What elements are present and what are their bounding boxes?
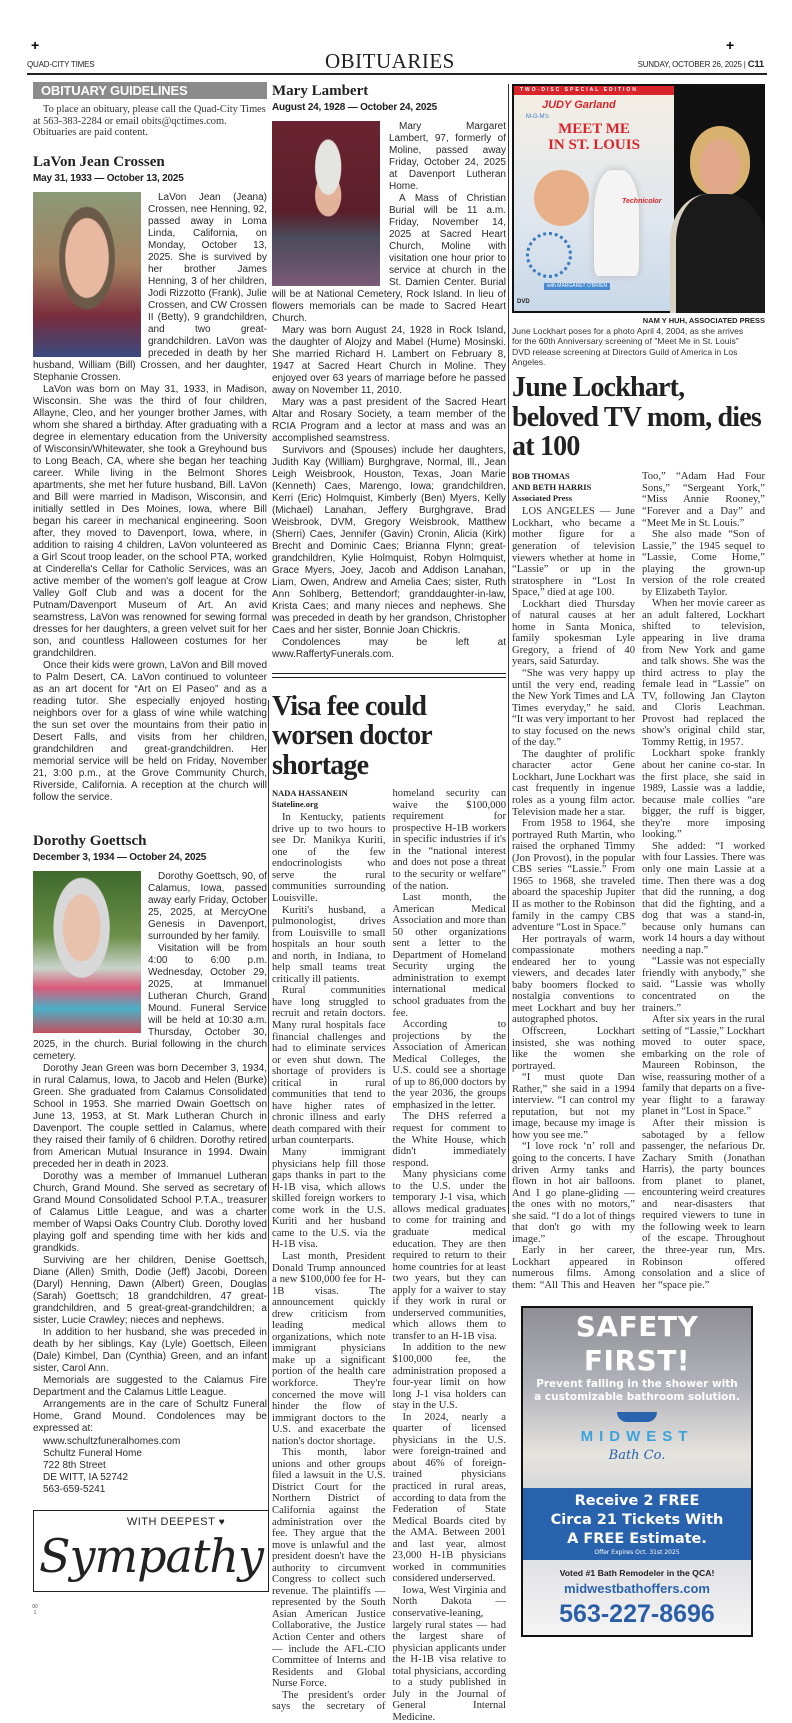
- page-marks: [30, 1604, 40, 1616]
- obit-photo: [33, 192, 141, 357]
- paragraph: Iowa, West Virginia and North Dakota — conservative-leaning, largely rural states — had the largest share of physician applicants under the H-1B visa relative to total physicians, according to a study published in July in the Journal of General Internal Medicine.: [392, 1584, 506, 1723]
- contact-line: 722 8th Street: [43, 1459, 106, 1471]
- offer-line: A FREE Estimate.: [567, 1530, 707, 1547]
- bathtub-icon: [617, 1412, 657, 1422]
- dvd-cover: [514, 86, 674, 311]
- paragraph: LaVon was born on May 31, 1933, in Madison, Wisconsin. She was the third of four children, Allayne, Cleo, and her younger brother James, with whom she shared a birthday. After graduating with a degree in elementary education from the University of Wisconsin/Whitewater, she took a Greyhound bus to Long Beach, CA, where she began her teaching career. While living in the Belmont Shores apartments, she met her future husband, Bill. LaVon and Bill were married in Madison, Wisconsin, and initially settled in Des Moines, Iowa, where Bill began his career in mechanical engineering. Soon after, they moved to Davenport, Iowa, where, in addition to raising 4 children, LaVon volunteered as a Girl Scout troop leader, on the school PTA, worked at Cinderella's Cellar for Catholic Services, was an active member of the women's golf league at Crow Valley Golf Club and was a docent for the Putnam/Davenport Museum of Art. An avid seamstress, LaVon was renowned for sewing formal dresses for her daughters, a green velvet suit for her son, and countless Halloween costumes for her grandchildren.: [33, 383, 267, 659]
- source: Associated Press: [512, 493, 573, 504]
- obit-lavon-crossen: [33, 153, 267, 804]
- offer-band: [523, 1488, 751, 1560]
- author: BOB THOMAS: [512, 471, 570, 482]
- paragraph: Lockhart died Thursday of natural causes at her home in Santa Monica, family spokesman Lyle Gregory, a friend of 40 years, said Saturday.: [512, 598, 635, 668]
- page-mark: 00: [32, 1603, 38, 1610]
- paragraph: After six years in the rural setting of “Lassie,” Lockhart moved to outer space, embarking on the role of Maureen Robinson, the wise, reassuring mother of a family that departs on a five-year flight to a faraway planet in “Lost in Space.”: [642, 1014, 765, 1118]
- paragraph: Visitation will be from 4:00 to 6:00 p.m. Wednesday, October 29, 2025, at Immanuel Lutheran Church, Grand Mound. Funeral Service will be held at 10:30 a.m. Thursday, October 30, 2025, in the church. Burial following in the church cemetery.: [33, 942, 267, 1062]
- paragraph: A Mass of Christian Burial will be 11 a.m. Friday, November 14, 2025 at Sacred Heart Church, Moline with visitation one hour prior to service at church in the St. Damien Center. Burial will be at National Cemetery, Rock Island. In lieu of flowers memorials can be made to Sacred Heart Church.: [272, 193, 506, 324]
- paragraph: Many physicians come to the U.S. under the temporary J-1 visa, which allows medical graduates to come for training and graduate medical education. They are then required to return to their home countries for at least two years, but they can apply for a waiver to stay if they work in rural or underserved communities, which allows them to transfer to an H-1B visa.: [392, 1169, 506, 1342]
- byline: [272, 788, 386, 810]
- photo-caption: June Lockhart poses for a photo April 4, 2004, as she arrives for the 60th Anniversary screening of "Meet Me in St. Louis" DVD release screening at Directors Guild of America in Los Angeles.: [512, 326, 744, 367]
- article-paragraphs: [272, 788, 506, 1723]
- heart-icon: ♥: [218, 1516, 226, 1528]
- paragraph: Dorothy Goettsch, 90, of Calamus, Iowa, passed away early Friday, October 25, 2025, at MercyOne Genesis in Davenport, surrounded by her family.: [148, 870, 267, 942]
- dvd-title: IN ST. LOUIS: [548, 137, 640, 153]
- bath-ad[interactable]: [521, 1306, 753, 1637]
- paragraph: In addition to her husband, she was preceded in death by her siblings, Kay (Lyle) Goettsch, Eileen (Dale) Kimbel, Dan (Cynthia) Green, and an infant sister, Carol Ann.: [33, 1326, 267, 1374]
- guidelines-banner: OBITUARY GUIDELINES: [33, 82, 267, 99]
- paragraph: Kuriti's husband, a pulmonologist, drives from Louisville to small hospitals an hour south and north, in Indiana, to help small teams treat critically ill patients.: [272, 904, 386, 985]
- source: Stateline.org: [272, 799, 319, 810]
- funeral-home-contact: [33, 1436, 267, 1496]
- ad-headline: SAFETY FIRST!: [575, 1309, 699, 1377]
- article-headline: June Lockhart, beloved TV mom, dies at 100: [512, 372, 761, 462]
- visa-article: [272, 692, 506, 1723]
- crop-mark: +: [726, 37, 735, 53]
- paragraph: The DHS referred a request for comment to the White House, which didn't immediately respond.: [392, 1111, 506, 1169]
- paragraph: Arrangements are in the care of Schultz Funeral Home, Grand Mound. Condolences may be expressed at:: [33, 1398, 267, 1434]
- paragraph: Dorothy Jean Green was born December 3, 1934, in rural Calamus, Iowa, to Jacob and Helen (Burke) Green. She graduated from Calamus Consolidated School in 1953. She married Dwain Goettsch on June 13, 1953, at St. Mark Lutheran Church in Davenport. The couple settled in Calamus, where they raised their family of 6 children. Dorothy retired from American Mutual Insurance in 1994. Dwain preceded her in death in 2023.: [33, 1062, 267, 1170]
- guidelines-text: To place an obituary, please call the Quad-City Times at 563-383-2284 or email obits@qctimes.com. Obituaries are paid content.: [33, 104, 266, 138]
- obit-dates: December 3, 1934 — October 24, 2025: [33, 851, 207, 863]
- paragraph: Offscreen, Lockhart insisted, she was nothing like the women she portrayed.: [512, 1025, 635, 1072]
- column-divider: [268, 700, 269, 1520]
- author: AND BETH HARRIS: [512, 482, 592, 493]
- photo-credit: NAM Y HUH, ASSOCIATED PRESS: [642, 316, 765, 325]
- date-page: [638, 59, 764, 70]
- dvd-costar: with MARGARET O'BRIEN: [544, 283, 610, 290]
- person-figure: [690, 126, 750, 196]
- paragraph: When her movie career as an adult faltered, Lockhart shifted to television, appearing in live drama from New York and game and talk shows. She was the third actress to play the female lead in “Lassie” on TV, following Jan Clayton and Cloris Leachman. Provost had replaced the show's original child star, Tommy Rettig, in 1957.: [642, 598, 765, 748]
- lockhart-photo: [512, 84, 765, 313]
- obit-name: Mary Lambert: [272, 83, 369, 99]
- sympathy-line2: Sympathy: [38, 1528, 264, 1583]
- middle-column: [272, 82, 506, 1723]
- paragraph: Dorothy was a member of Immanuel Lutheran Church, Grand Mound. She served as secretary of Grand Mound Consolidated School P.T.A., treasurer of Calamus Little League, and was a charter member of Wapsi Oaks Country Club. Dorothy loved playing golf and spending time with her kids and grandkids.: [33, 1170, 267, 1254]
- sympathy-line1-row: [34, 1516, 268, 1529]
- paragraph: The daughter of prolific character actor Gene Lockhart, June Lockhart was cast frequently in ingenue roles as a young film actor. Television made her a star.: [512, 748, 635, 818]
- paragraph: Mary was a past president of the Sacred Heart Altar and Rosary Society, a team member of the RCIA Program and a lector at mass and was an accomplished seamstress.: [272, 397, 506, 444]
- obit-dorothy-goettsch: [33, 832, 267, 1496]
- obit-mary-lambert: [272, 82, 506, 661]
- paragraph: In 2024, nearly a quarter of licensed physicians in the U.S. were foreign-trained and about 46% of foreign-trained physicians practiced in rural areas, according to data from the Federation of State Medical Boards cited by the AMA. Between 2001 and last year, almost 23,000 H-1B physicians worked in communities considered underserved.: [392, 1411, 506, 1585]
- paragraph: Many immigrant physicians help fill those gaps thanks in part to the H-1B visa, which allows skilled foreign workers to come work in the U.S. Kuriti and her husband came to the U.S. via the H-1B visa.: [272, 1147, 386, 1251]
- paragraph: “I love rock ‘n’ roll and going to the concerts. I have driven Army tanks and flown in hot air balloons. And I go plane-gliding — the ones with no motors,” she said. “I do a lot of things that don't go with my image.”: [512, 1141, 635, 1245]
- paragraph: Her portrayals of warm, compassionate mothers endeared her to young viewers, and decades later baby boomers flocked to nostalgia conventions to meet Lockhart and buy her autographed photos.: [512, 933, 635, 1026]
- paragraph: “Lassie was not especially friendly with anybody,” she said. “Lassie was wholly concentrated on the trainers.”: [642, 956, 765, 1014]
- paragraph: She also made “Son of Lassie,” the 1945 sequel to “Lassie, Come Home,” playing the grown-up version of the role created by Elizabeth Taylor.: [642, 529, 765, 598]
- page-number: C11: [747, 59, 764, 70]
- brand-sub: Bath Co.: [608, 1447, 666, 1463]
- byline: [512, 471, 635, 504]
- contact-line: 563-659-5241: [43, 1483, 106, 1495]
- article-body: [272, 788, 506, 1723]
- left-column: [33, 82, 267, 1616]
- paragraph: Memorials are suggested to the Calamus Fire Department and the Calamus Little League.: [33, 1374, 267, 1398]
- paragraph: In Kentucky, patients drive up to two hours to see Dr. Manikya Kuriti, one of the few endocrinologists who serve the rural communities surrounding Louisville.: [272, 812, 386, 904]
- ad-sub: Prevent falling in the shower with: [536, 1377, 738, 1390]
- paragraph: According to projections by the Association of American Medical Colleges, the U.S. could see a shortage of up to 86,000 doctors by the year 2036, the groups emphasized in the letter.: [392, 1019, 506, 1111]
- crop-mark: +: [31, 37, 40, 53]
- paragraph: Last month, President Donald Trump announced a new $100,000 fee for H-1B visas. The announcement quickly drew criticism from leading medical organizations, which note immigrant physicians make up a significant portion of the health care workforce. They're concerned the move will hinder the flow of immigrant doctors to the U.S. and exacerbate the nation's doctor shortage.: [272, 1250, 386, 1447]
- column-divider: [508, 84, 509, 1214]
- paragraph: Mary Margaret Lambert, 97, formerly of Moline, passed away Friday, October 24, 2025 at Davenport Lutheran Home.: [389, 121, 506, 192]
- dvd-star: JUDY Garland: [542, 99, 616, 111]
- paragraph: LaVon Jean (Jeana) Crossen, nee Henning, 92, passed away in Loma Linda, California, on Monday, October 13, 2025. She is survived by her brother James Henning, 3 of her children, Jodi Rizzotto (Frank), Julie Crossen, and CW Crossen II (Betty), 9 grandchildren, and two great-grandchildren. LaVon was preceded in death by her husband, William (Bill) Crossen, and her daughter, Stephanie Crossen.: [33, 191, 267, 383]
- section-title: OBITUARIES: [325, 49, 455, 73]
- dvd-art: [594, 170, 639, 276]
- ad-sub: a customizable bathroom solution.: [534, 1390, 740, 1403]
- contact-line: www.schultzfuneralhomes.com: [43, 1435, 181, 1447]
- paragraph: Condolences may be left at www.RaffertyFunerals.com.: [272, 637, 506, 660]
- paragraph: Early in her career, Lockhart appeared in numerous films. Among them: “All This and Heaven Too,” “Adam Had Four Sons,” “Sergeant York,” “Miss Annie Rooney,” “Forever and a Day” and “Meet Me in St. Louis.”: [512, 471, 765, 1291]
- obit-name: LaVon Jean Crossen: [33, 153, 165, 170]
- offer-line: Circa 21 Tickets With: [550, 1511, 724, 1528]
- brand-name: MIDWEST: [580, 1427, 694, 1445]
- paragraph: After their mission is sabotaged by a fellow passenger, the nefarious Dr. Zachary Smith (Jonathan Harris), the party bounces from planet to planet, encountering weird creatures and near-disasters that required viewers to tune in the following week to learn of the escape. Throughout the three-year run, Mrs. Robinson offered consolation and a slice of her “space pie.”: [642, 1117, 765, 1291]
- paragraph: “I must quote Dan Rather,” she said in a 1994 interview. “I can control my reputation, but not my image, because my image is how you see me.”: [512, 1072, 635, 1141]
- paragraph: She added: “I worked with four Lassies. There was only one main Lassie at a time. Then there was a dog that did the running, a dog that did the fighting, and a dog that was a stand-in, because only humans can work 14 hours a day without needing a nap.”: [642, 840, 765, 956]
- dvd-logo: DVD: [517, 299, 530, 305]
- dvd-technicolor: Technicolor: [622, 198, 662, 205]
- sympathy-line1: WITH DEEPEST: [126, 1515, 216, 1528]
- issue-date: SUNDAY, OCTOBER 26, 2025: [637, 60, 742, 69]
- article-paragraphs: [512, 471, 765, 1291]
- header-rule: [27, 73, 767, 75]
- paragraph: Last month, the American Medical Association and more than 50 other organizations sent a letter to the Department of Homeland Security urging the administration to exempt international medical school graduates from the fee.: [392, 892, 506, 1019]
- dvd-art: [534, 170, 589, 226]
- paragraph: Once their kids were grown, LaVon and Bill moved to Palm Desert, CA. LaVon continued to volunteer as an art docent for “Art on El Paseo” and as a reading tutor. She especially enjoyed hosting neighbors over for a glass of wine while watching the sun set over the mountains from their patio in Desert Falls, and visits from her children, grandchildren and great-grandchildren. Her memorial service will be held on Friday, November 21, 3:00 p.m., at the Grove Community Church, Riverside, California. A reception at the church will follow the service.: [33, 659, 267, 803]
- dvd-studio: M-G-M's: [526, 114, 549, 120]
- dvd-edition: TWO-DISC SPECIAL EDITION: [514, 86, 674, 95]
- ad-phone[interactable]: 563-227-8696: [559, 1599, 715, 1628]
- paragraph: The president's order says the secretary of homeland security can waive the $100,000 requirement for prospective H-1B workers in specific industries if it's in the “national interest and does not pose a threat to the security or welfare” of the nation.: [272, 788, 506, 1713]
- page-mark: 1: [33, 1609, 37, 1616]
- article-headline: Visa fee could worsen doctor shortage: [272, 691, 432, 781]
- obit-photo: [272, 121, 380, 286]
- paragraph: This month, labor unions and other groups filed a lawsuit in the U.S. District Court for the Northern District of California against the administration over the fee. They argue that the move is unlawful and the president doesn't have the authority to circumvent Congress to collect such revenue. The plaintiffs — represented by the South Asian American Justice Collaborative, the Justice Action Center and others — include the AFL-CIO Committee of Interns and Residents and Global Nurse Force.: [272, 1447, 386, 1690]
- paragraph: Lockhart spoke frankly about her canine co-star. In the first place, she said in 1989, Lassie was a laddie, because male collies “are bigger, the ruff is bigger, they're more imposing looking.”: [642, 748, 765, 841]
- right-column: [512, 84, 765, 1637]
- ad-voted: Voted #1 Bath Remodeler in the QCA!: [559, 1567, 715, 1578]
- contact-line: DE WITT, IA 52742: [43, 1471, 129, 1483]
- paragraph: Rural communities have long struggled to recruit and retain doctors. Many rural hospitals face financial challenges and had to eliminate services or even shut down. The shortage of providers is critical in rural communities that tend to have higher rates of chronic illness and early death compared with their urban counterparts.: [272, 985, 386, 1147]
- obit-name: Dorothy Goettsch: [33, 832, 147, 849]
- contact-line: Schultz Funeral Home: [43, 1447, 142, 1459]
- paragraph: Survivors and (Spouses) include her daughters, Judith Kay (William) Burghgrave, Normal, Ill., Jean Leigh Weisbrook, Houston, Texas, Joan Marie (Kenneth) Caes, Marengo, Iowa; grandchildren, Kerri (Eric) Holmquist, Kimberly (Ben) Myers, Kelly (Michael) Lanahan, Jeffery Burghgrave, Brad Weisbrook, DVM, Gregory Weisbrook, Matthew (Sherri) Caes, Jennifer (Gavin) Cronin, Alicia (Kirk) Brecht and Dominic Caes; Brianna Flynn; great-grandchildren, Kylie Holmquist, Robyn Holmquist, Grace Myers, Joey, Jacob and Addison Lanahan, Liam, Owen, Andrew and Amelia Caes; sister, Ruth Ann Sohlberg, Bettendorf; granddaughter-in-law, Krista Caes; and many nieces and nephews. She was preceded in death by her grandson, Christopher Caes and her sister, Bonnie Joan Chickris.: [272, 445, 506, 636]
- paragraph: In addition to the new $100,000 fee, the administration proposed a four-year limit on how long J-1 visa holders can stay in the U.S.: [392, 1342, 506, 1412]
- dvd-title: MEET ME: [558, 121, 630, 137]
- person-figure: [670, 194, 765, 313]
- paragraph: Surviving are her children, Denise Goettsch, Diane (Allen) Smith, Dodie (Jeff) Jacobi, Doreen (Daryl) Henning, Dawn (Albert) Green, Douglas (Sarah) Goettsch; 18 grandchildren, 47 great-grandchildren, and 5 great-great-grandchildren; a sister, Lucie Crawley; nieces and nephews.: [33, 1254, 267, 1326]
- paragraph: LOS ANGELES — June Lockhart, who became a mother figure for a generation of television viewers whether at home in “Lassie” or up in the stratosphere in “Lost In Space,” died at age 100.: [512, 506, 635, 599]
- section-double-rule: [272, 673, 506, 678]
- ferris-wheel-art: [526, 232, 572, 278]
- ad-url[interactable]: midwestbathoffers.com: [564, 1580, 710, 1596]
- paragraph: Mary was born August 24, 1928 in Rock Island, the daughter of Alojzy and Mabel (Hume) Mosinski. She married Richard H. Lambert on February 8, 1947 at Sacred Heart Church in Moline. They enjoyed over 63 years of marriage before he passed away on November 11, 2010.: [272, 325, 506, 396]
- obit-dates: August 24, 1928 — October 24, 2025: [272, 102, 437, 113]
- masthead-name: QUAD-CITY TIMES: [27, 60, 95, 69]
- offer-expiry: Offer Expires Oct. 31st 2025: [594, 1548, 680, 1556]
- paragraph: From 1958 to 1964, she portrayed Ruth Martin, who raised the orphaned Timmy (Jon Provost), in the popular CBS series “Lassie.” From 1965 to 1968, she traveled aboard the spaceship Jupiter II as mother to the Robinson family in the campy CBS adventure “Lost in Space.”: [512, 818, 635, 934]
- paragraph: “She was very happy up until the very end, reading the New York Times and LA Times everyday,” he said. “It was very important to her to stay focused on the news of the day.”: [512, 668, 635, 749]
- obit-dates: May 31, 1933 — October 13, 2025: [33, 172, 184, 184]
- article-body: [512, 471, 765, 1291]
- separator: |: [743, 60, 746, 69]
- author: NADA HASSANEIN: [272, 788, 348, 799]
- sympathy-ad: [33, 1510, 269, 1592]
- obit-photo: [33, 871, 141, 1033]
- offer-line: Receive 2 FREE: [574, 1492, 700, 1509]
